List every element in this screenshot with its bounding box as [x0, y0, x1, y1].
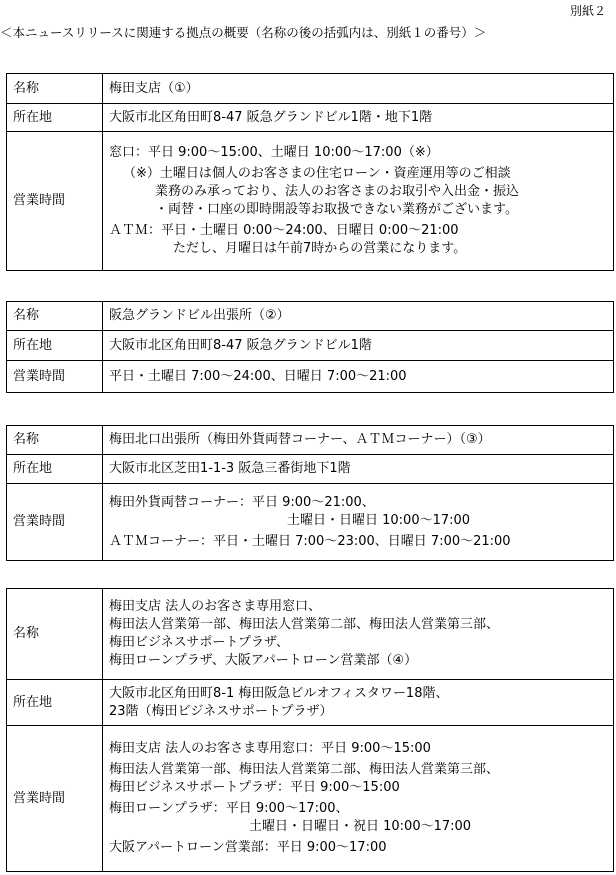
table-row-address: [7, 331, 614, 361]
hours-label: 営業時間: [7, 726, 103, 872]
address-label: 所在地: [7, 680, 103, 726]
name-value: 梅田支店（①）: [103, 74, 614, 104]
name-label: 名称: [7, 426, 103, 455]
address-value: 大阪市北区芝田1-1-3 阪急三番街地下1階: [103, 455, 614, 484]
hours-corp-depts: 梅田ビジネスサポートプラザ：平日 9:00～15:00: [109, 780, 400, 795]
hours-note: 業務のみ承っており、法人のお客さまのお取引や入出金・振込: [155, 184, 520, 199]
address-label: 所在地: [7, 331, 103, 361]
address-label: 所在地: [7, 455, 103, 484]
hours-loan-plaza: 梅田ローンプラザ：平日 9:00～17:00、: [109, 801, 349, 816]
hours-value: 平日・土曜日 7:00～24:00、日曜日 7:00～21:00: [103, 361, 614, 393]
table-row-name: [7, 302, 614, 331]
address-value: 大阪市北区角田町8-47 阪急グランドビル1階・地下1階: [103, 104, 614, 132]
hours-note: （※）土曜日は個人のお客さまの住宅ローン・資産運用等のご相談: [123, 166, 511, 181]
table-row-hours: [7, 132, 614, 271]
hours-label: 営業時間: [7, 132, 103, 271]
address-label: 所在地: [7, 104, 103, 132]
hours-value: [103, 484, 614, 561]
table-row-name: [7, 74, 614, 104]
name-label: 名称: [7, 302, 103, 331]
table-row-hours: [7, 726, 614, 872]
table-row-hours: [7, 484, 614, 561]
page-label: 別紙２: [569, 4, 606, 18]
hours-apartment-loan: 大阪アパートローン営業部：平日 9:00～17:00: [109, 840, 387, 855]
table-row-name: [7, 426, 614, 455]
address-value: 大阪市北区角田町8-1 梅田阪急ビルオフィスタワー18階、 23階（梅田ビジネスサポートプラザ）: [103, 680, 614, 726]
name-label: 名称: [7, 74, 103, 104]
hours-fx-weekend: 土曜日・日曜日 10:00～17:00: [287, 512, 471, 528]
hours-label: 営業時間: [7, 361, 103, 393]
hours-window: 窓口：平日 9:00～15:00、土曜日 10:00～17:00（※）: [109, 145, 439, 160]
table-row-hours: [7, 361, 614, 393]
name-value: 阪急グランドビル出張所（②）: [103, 302, 614, 331]
table-row-address: [7, 104, 614, 132]
hours-atm-note: ただし、月曜日は午前7時からの営業になります。: [173, 241, 467, 256]
table-row-address: [7, 455, 614, 484]
table-row-address: [7, 680, 614, 726]
page-header: ＜本ニュースリリースに関連する拠点の概要（名称の後の括弧内は、別紙１の番号）＞: [0, 25, 487, 40]
hours-atm: ＡＴＭ：平日・土曜日 0:00～24:00、日曜日 0:00～21:00: [109, 223, 459, 238]
hours-label: 営業時間: [7, 484, 103, 561]
address-value: 大阪市北区角田町8-47 阪急グランドビル1階: [103, 331, 614, 361]
name-label: 名称: [7, 589, 103, 680]
hours-corp-depts: 梅田法人営業第一部、梅田法人営業第二部、梅田法人営業第三部、: [109, 762, 500, 777]
branch-table-corporate: [6, 588, 614, 872]
table-row-name: [7, 589, 614, 680]
hours-value: [103, 726, 614, 872]
name-value: 梅田北口出張所（梅田外貨両替コーナー、ＡＴＭコーナー）（③）: [103, 426, 614, 455]
hours-value: [103, 132, 614, 271]
branch-table-umeda-north: [6, 425, 614, 561]
hours-note: ・両替・口座の即時開設等お取扱できない業務がございます。: [155, 202, 518, 217]
name-value: 梅田支店 法人のお客さま専用窓口、 梅田法人営業第一部、梅田法人営業第二部、梅田法人営業第三部、 梅田ビジネスサポートプラザ、 梅田ローンプラザ、大阪アパートローン営業部（④）: [103, 589, 614, 680]
branch-table-grand-building: [6, 301, 614, 393]
hours-fx: 梅田外貨両替コーナー：平日 9:00～21:00、: [109, 494, 375, 510]
branch-table-umeda: [6, 73, 614, 271]
hours-atm: ＡＴＭコーナー：平日・土曜日 7:00～23:00、日曜日 7:00～21:00: [109, 533, 511, 549]
hours-loan-plaza-weekend: 土曜日・日曜日・祝日 10:00～17:00: [249, 819, 472, 834]
hours-corp-window: 梅田支店 法人のお客さま専用窓口：平日 9:00～15:00: [109, 741, 431, 756]
